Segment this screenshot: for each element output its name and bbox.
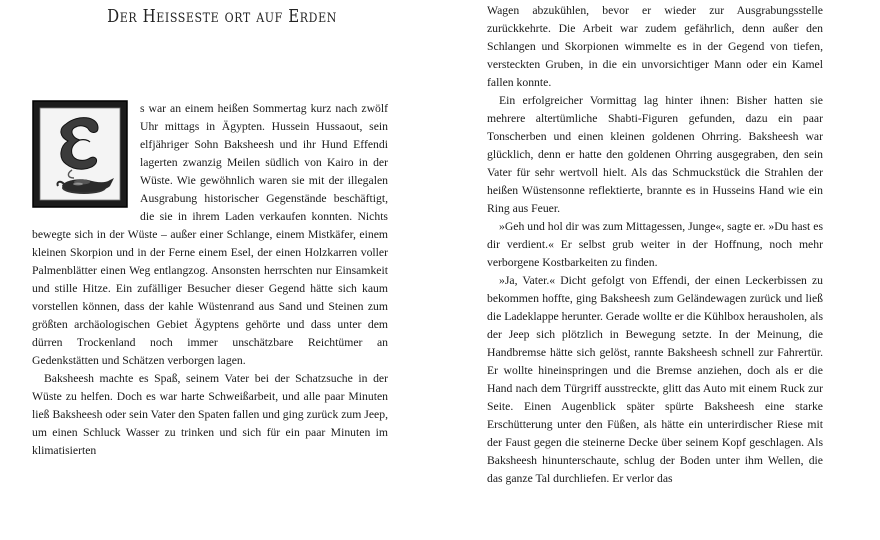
left-paragraph-2: Baksheesh machte es Spaß, seinem Vater bei der Schatzsuche in der Wüste zu helfen. Doch es war harte Schweißarbeit, und alle paar Minuten ließ Baksheesh oder sein Vater den Spaten fallen und ging zurück zum Jeep, um einen Schluck Wasser zu trinken und sich für ein paar Minuten im klimatisierten bbox=[32, 372, 388, 457]
right-paragraph-1: Wagen abzukühlen, bevor er wieder zur Ausgrabungsstelle zurückkehrte. Die Arbeit war zudem gefährlich, denn außer den Schlangen und Skorpionen wimmelte es in der Gegend von tiefen, versteckten Gruben, in die ein unvorsichtiger Mann oder ein Kamel fallen konnte. bbox=[487, 4, 823, 89]
right-paragraph-3: »Geh und hol dir was zum Mittagessen, Junge«, sagte er. »Du hast es dir verdient.« Er selbst grub weiter in der Hoffnung, noch mehr verborgene Kostbarkeiten zu finden. bbox=[487, 220, 823, 269]
chapter-title: Der Heisseste ort auf Erden bbox=[107, 6, 337, 27]
right-paragraph-2: Ein erfolgreicher Vormittag lag hinter ihnen: Bisher hatten sie mehrere altertümliche Shabti-Figuren gefunden, dazu ein paar Tonscherben und einen kleinen goldenen Ohrring. Baksheesh war glücklich, denn er hatte den goldenen Ohrring ausgegraben, den sein Vater für sehr wertvoll hielt. Als das Schmuckstück die Strahlen der heißen Wüstensonne reflektierte, brannte es in Husseins Hand wie ein Ring aus Feuer. bbox=[487, 94, 823, 215]
right-paragraph-4: »Ja, Vater.« Dicht gefolgt von Effendi, der einen Leckerbissen zu bekommen hoffte, ging Baksheesh zum Geländewagen zurück und ließ die Ladeklappe herunter. Gerade wollte er die Kühlbox herausholen, als der Jeep sich plötzlich in Bewegung setzte. In der Meinung, die Handbremse hätte sich gelöst, rannte Baksheesh schnell zur Fahrertür. Er wollte hineinspringen und die Bremse anziehen, doch als er die Hand nach dem Türgriff ausstreckte, glitt das Auto mit einem Ruck zur Seite. Einen Augenblick später spürte Baksheesh eine starke Erschütterung unter den Füßen, als hätte ein unterirdischer Riese mit der Faust gegen die steinerne Decke über seinem Kopf geschlagen. Als Baksheesh hinunterschaute, schlug der Boden unter ihm Wellen, die das ganze Tal durchliefen. Er verlor das bbox=[487, 274, 823, 485]
left-paragraph-1: s war an einem heißen Sommertag kurz nach zwölf Uhr mittags in Ägypten. Hussein Hussaout, sein elfjähriger Sohn Baksheesh und ihr Hund Effendi lagerten zwanzig Meilen südlich von Kairo in der Wüste. Wie gewöhnlich waren sie mit der illegalen Ausgrabung historischer Gegenstände beschäftigt, die sie in ihrem Laden verkaufen konnten. Nichts bewegte sich in der Wüste – außer einer Schlange, einem Mistkäfer, einem kleinen Skorpion und in der Ferne einem Esel, der einen Holzkarren voller Palmenblätter einen Weg entlangzog. Ansonsten herrschten nur Einsamkeit und stille Hitze. Ein zufälliger Besucher dieser Gegend hätte sich kaum vorstellen können, dass der kahle Wüstenrand aus Sand und Steinen zum größten archäologischen Gebiet Ägyptens gehörte und dass unter dem dürren Trockenland noch immer unschätzbare Reichtümer an Gedenkstätten und Schätzen verborgen lagen. bbox=[32, 102, 388, 367]
left-page-column bbox=[32, 100, 388, 460]
dropcap-illustration bbox=[32, 100, 128, 208]
right-page-column bbox=[487, 2, 823, 488]
dropcap-letter bbox=[32, 100, 128, 208]
